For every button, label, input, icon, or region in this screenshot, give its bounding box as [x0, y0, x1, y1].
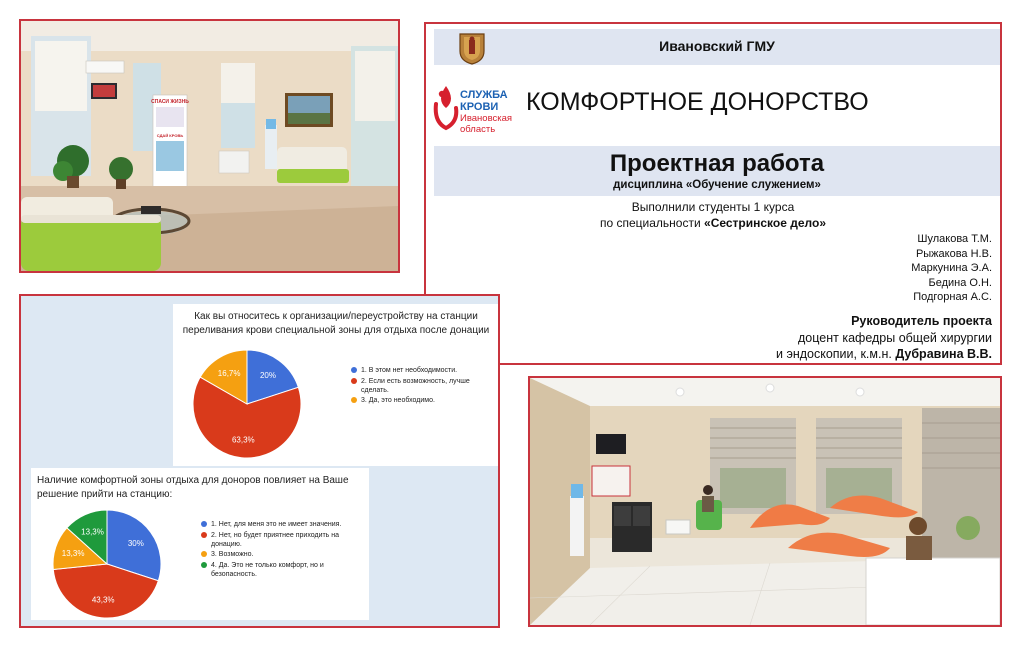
banner-subtitle: СДАЙ КРОВЬ — [156, 133, 184, 138]
lounge-photo-illustration — [21, 21, 398, 271]
logo-line-1: СЛУЖБА — [460, 89, 508, 101]
students-line-1: Выполнили студенты 1 курса — [631, 200, 795, 214]
legend-swatch — [351, 367, 357, 373]
students-list — [911, 232, 992, 305]
project-name: КОМФОРТНОЕ ДОНОРСТВО — [526, 88, 869, 116]
pie-slice-label: 43,3% — [91, 595, 115, 605]
university-name: Ивановский ГМУ — [659, 38, 775, 54]
pie-slice-label: 30% — [127, 539, 144, 549]
leader-degree: и эндоскопии, к.м.н. — [775, 347, 896, 361]
lounge-design-illustration — [530, 378, 1000, 625]
blood-service-logo — [432, 78, 526, 138]
legend-label: 1. В этом нет необходимости. — [361, 367, 458, 374]
legend-item — [351, 377, 491, 395]
leader-name: Дубравина В.В. — [895, 347, 992, 361]
legend-label: 2. Если есть возможность, лучше сделать. — [361, 377, 470, 394]
pie-slice-label: 16,7% — [217, 369, 241, 379]
legend-item — [351, 366, 491, 375]
discipline-subheading: дисциплина «Обучение служением» — [613, 179, 821, 191]
lounge-photo — [19, 19, 400, 273]
banner-title: СПАСИ ЖИЗНЬ — [151, 99, 189, 105]
leader-line-2 — [776, 346, 992, 363]
legend-item — [201, 561, 361, 579]
legend-label: 1. Нет, для меня это не имеет значения. — [211, 521, 342, 528]
student-name: Маркунина Э.А. — [911, 262, 992, 274]
legend-item — [201, 531, 361, 549]
survey-chart-card-1 — [173, 304, 499, 466]
legend-label: 3. Возможно. — [211, 551, 254, 558]
pie-slice-label: 13,3% — [61, 548, 85, 558]
specialty-prefix: по специальности — [600, 216, 705, 230]
legend-swatch — [351, 378, 357, 384]
legend-label: 4. Да. Это не только комфорт, но и безопасность. — [211, 561, 324, 578]
pie-slice-label: 63,3% — [231, 435, 255, 445]
legend-swatch — [201, 562, 207, 568]
legend-label: 2. Нет, но будет приятнее приходить на донацию. — [211, 531, 340, 548]
student-name: Подгорная А.С. — [913, 291, 992, 303]
specialty-name: «Сестринское дело» — [704, 216, 826, 230]
student-name: Шулакова Т.М. — [917, 233, 992, 245]
legend-swatch — [351, 397, 357, 403]
legend-item — [201, 520, 361, 529]
survey-charts-panel — [19, 294, 500, 628]
legend-swatch — [201, 521, 207, 527]
project-leader — [776, 313, 992, 363]
chart-2-legend — [201, 520, 361, 580]
leader-title: Руководитель проекта — [851, 314, 992, 328]
survey-chart-card-2 — [31, 468, 369, 620]
pie-slice-label: 20% — [259, 371, 276, 381]
title-slide-header — [434, 29, 1000, 65]
title-slide — [424, 22, 1002, 365]
pie-chart-2 — [51, 508, 163, 620]
logo-line-3: Ивановская — [460, 113, 513, 124]
students-line-2 — [426, 216, 1000, 230]
chart-1-legend — [351, 366, 491, 407]
legend-item — [351, 396, 491, 405]
chart-2-question: Наличие комфортной зоны отдыха для доноров повлияет на Ваше решение прийти на станцию: — [37, 475, 349, 500]
legend-swatch — [201, 551, 207, 557]
chart-1-question: Как вы относитесь к организации/переустройству на станции переливания крови специальной зоны для отдыха после донации — [182, 311, 490, 336]
title-band — [434, 146, 1000, 196]
pie-chart-1 — [191, 348, 303, 460]
leader-position: доцент кафедры общей хирургии — [798, 330, 992, 345]
logo-line-2: КРОВИ — [460, 101, 499, 113]
project-heading: Проектная работа — [609, 150, 825, 177]
legend-label: 3. Да, это необходимо. — [361, 397, 435, 404]
student-name: Бедина О.Н. — [928, 276, 992, 289]
lounge-design-render — [528, 376, 1002, 627]
student-name: Рыжакова Н.В. — [915, 247, 992, 260]
legend-item — [201, 550, 361, 559]
legend-swatch — [201, 532, 207, 538]
logo-line-4: область — [460, 124, 496, 135]
pie-slice-label: 13,3% — [81, 527, 104, 537]
